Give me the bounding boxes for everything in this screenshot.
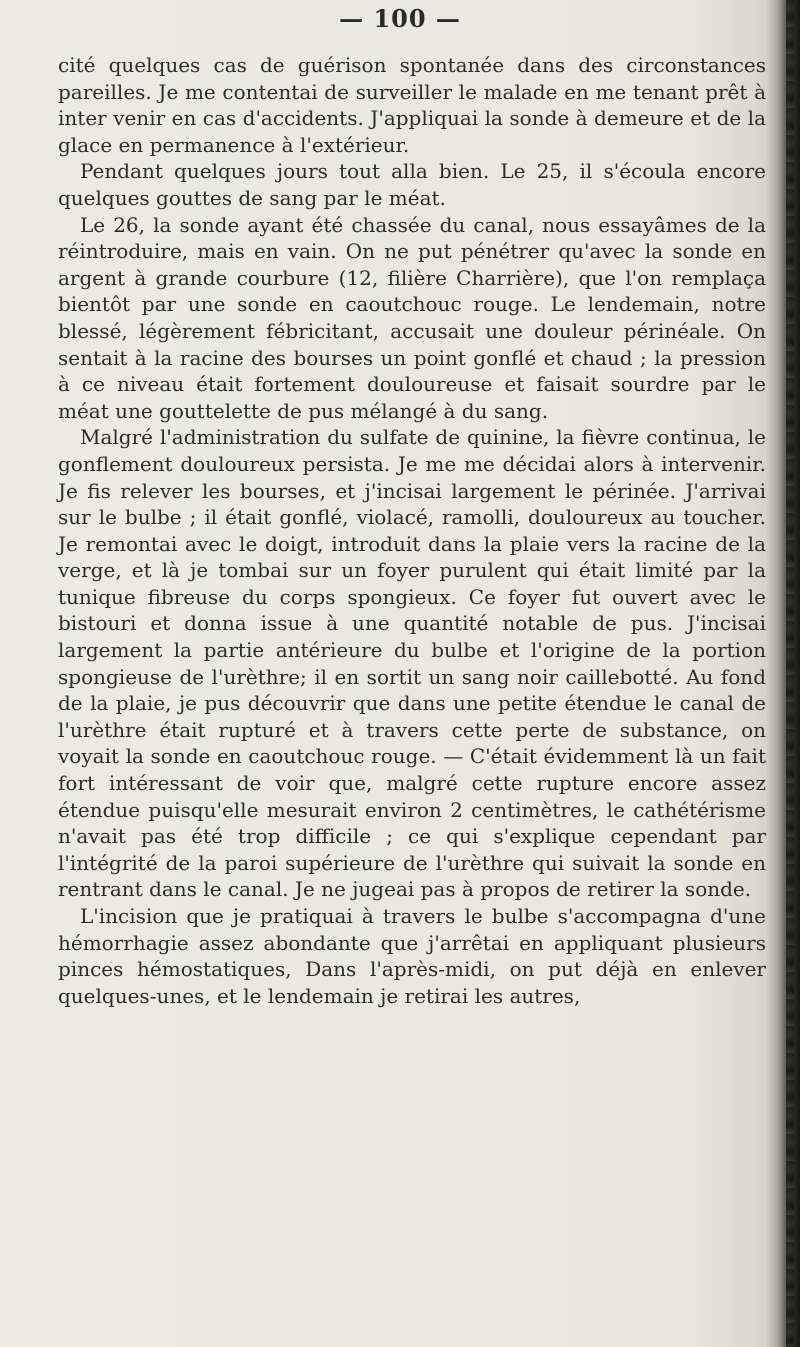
paragraph-malgre: Malgré l'administration du sulfate de quinine, la fièvre continua, le gonflement douloureux persista. Je me me décidai alors à intervenir. Je fis relever les bourses, et j'incisai largement le périnée. J'arrivai sur le bulbe ; il était gonflé, violacé, ramolli, douloureux au toucher. Je remontai avec le doigt, introduit dans la plaie vers la racine de la verge, et là je tombai sur un foyer purulent qui était limité par la tunique fibreuse du corps spongieux. Ce foyer fut ouvert avec le bistouri et donna issue à une quantité notable de pus. J'incisai largement la partie antérieure du bulbe et l'origine de la portion spongieuse de l'urèthre; il en sortit un sang noir caillebotté. Au fond de la plaie, je pus découvrir que dans une petite étendue le canal de l'urèthre était rupturé et à travers cette perte de substance, on voyait la sonde en caoutchouc rouge. — C'était évidemment là un fait fort intéressant de voir que, malgré cette rupture encore assez étendue puisqu'elle mesurait environ 2 centimètres, le cathétérisme n'avait pas été trop difficile ; ce qui s'explique cependant par l'intégrité de la paroi supérieure de l'urèthre qui suivait la sonde en rentrant dans le canal. Je ne jugeai pas à propos de retirer la sonde.	[58, 425, 766, 902]
paragraph-pendant: Pendant quelques jours tout alla bien. Le 25, il s'écoula encore quelques gouttes de sang par le méat.	[58, 159, 766, 210]
binding-edge	[786, 0, 794, 1347]
body-text	[58, 52, 766, 1009]
page-number: — 100 —	[339, 4, 461, 33]
paragraph-le-26: Le 26, la sonde ayant été chassée du canal, nous essayâmes de la réintroduire, mais en vain. On ne put pénétrer qu'avec la sonde en argent à grande courbure (12, filière Charrière), que l'on remplaça bientôt par une sonde en caoutchouc rouge. Le lendemain, notre blessé, légèrement fébricitant, accusait une douleur périnéale. On sentait à la racine des bourses un point gonflé et chaud ; la pression à ce niveau était fortement douloureuse et faisait sourdre par le méat une gouttelette de pus mélangé à du sang.	[58, 212, 766, 423]
paragraph-continuation: cité quelques cas de guérison spontanée dans des circonstances pareilles. Je me contentai de surveiller le malade en me tenant prêt à inter venir en cas d'accidents. J'appliquai la sonde à demeure et de la glace en permanence à l'extérieur.	[58, 53, 766, 157]
binding-shadow	[766, 0, 800, 1347]
paragraph-incision: L'incision que je pratiquai à travers le bulbe s'accompagna d'une hémorrhagie assez abondante que j'arrêtai en appliquant plusieurs pinces hémostatiques, Dans l'après-midi, on put déjà en enlever quelques-unes, et le lendemain je retirai les autres,	[58, 904, 766, 1008]
